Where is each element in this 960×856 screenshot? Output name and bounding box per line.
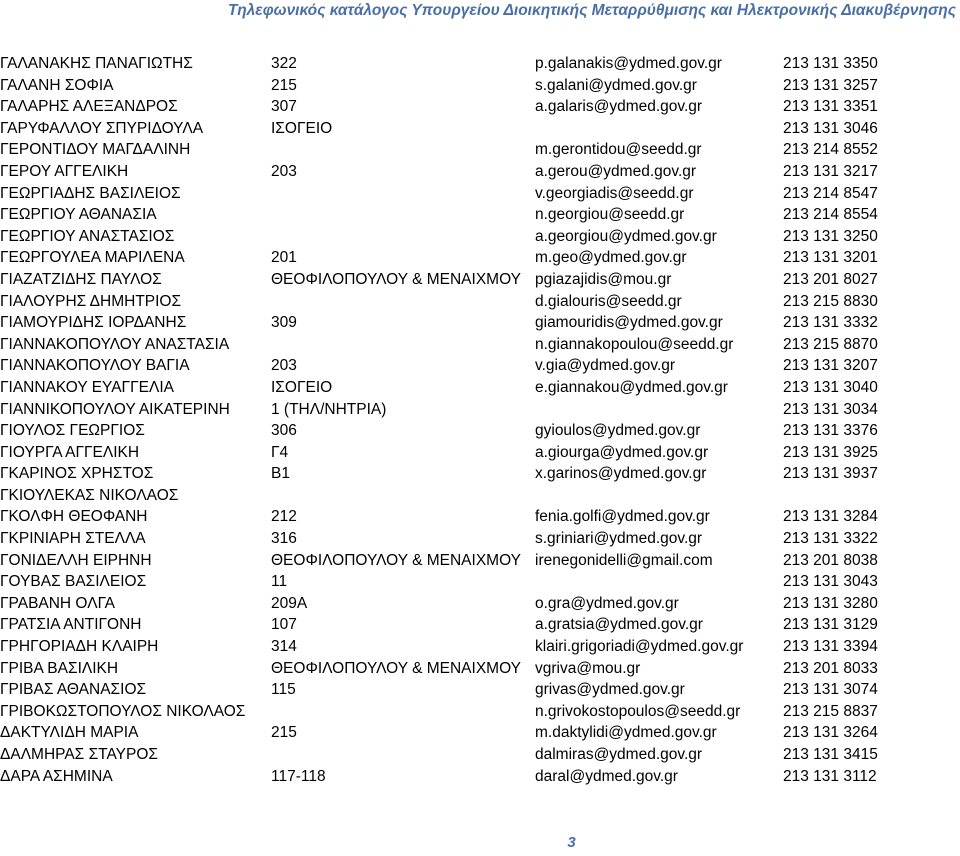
contact-email: gyioulos@ydmed.gov.gr <box>535 422 701 440</box>
table-row <box>0 269 960 291</box>
table-row <box>0 183 960 205</box>
table-row <box>0 593 960 615</box>
table-row <box>0 247 960 269</box>
contact-phone: 213 131 3394 <box>783 638 878 656</box>
contact-phone: 213 131 3250 <box>783 227 878 245</box>
directory-table-body <box>0 53 960 787</box>
contact-name: ΓΡΙΒΟΚΩΣΤΟΠΟΥΛΟΣ ΝΙΚΟΛΑΟΣ <box>0 702 246 720</box>
contact-room <box>271 226 535 248</box>
contact-room: ΘΕΟΦΙΛΟΠΟΥΛΟΥ & ΜΕΝΑΙΧΜΟΥ <box>271 659 521 677</box>
table-row <box>0 96 960 118</box>
table-row <box>0 701 960 723</box>
contact-email: s.galani@ydmed.gov.gr <box>535 76 697 94</box>
table-row <box>0 53 960 75</box>
table-row <box>0 658 960 680</box>
contact-room: 209Α <box>271 594 308 612</box>
contact-phone: 213 131 3129 <box>783 616 878 634</box>
contact-room: ΙΣΟΓΕΙΟ <box>271 378 333 396</box>
contact-room: 316 <box>271 530 297 548</box>
contact-email: m.daktylidi@ydmed.gov.gr <box>535 724 717 742</box>
contact-name: ΓΚΙΟΥΛΕΚΑΣ ΝΙΚΟΛΑΟΣ <box>0 486 179 504</box>
contact-phone: 213 131 3034 <box>783 400 878 418</box>
contact-name: ΓΕΡΟΝΤΙΔΟΥ ΜΑΓΔΑΛΙΝΗ <box>0 141 191 159</box>
contact-room: 117-118 <box>271 767 326 785</box>
contact-email: e.giannakou@ydmed.gov.gr <box>535 378 728 396</box>
contact-name: ΓΟΥΒΑΣ ΒΑΣΙΛΕΙΟΣ <box>0 573 147 591</box>
contact-phone: 213 214 8547 <box>783 184 878 202</box>
contact-phone: 213 131 3284 <box>783 508 878 526</box>
contact-email: n.georgiou@seedd.gr <box>535 206 685 224</box>
table-row <box>0 118 960 140</box>
contact-name: ΓΡΗΓΟΡΙΑΔΗ ΚΛΑΙΡΗ <box>0 638 159 656</box>
contact-email: giamouridis@ydmed.gov.gr <box>535 314 723 332</box>
contact-phone: 213 131 3217 <box>783 162 878 180</box>
contact-email: fenia.golfi@ydmed.gov.gr <box>535 508 710 526</box>
contact-room <box>271 291 535 313</box>
contact-phone: 213 215 8870 <box>783 335 878 353</box>
contact-email: pgiazajidis@mou.gr <box>535 270 672 288</box>
table-row <box>0 766 960 788</box>
contact-name: ΓΙΑΝΝΑΚΟΥ ΕΥΑΓΓΕΛΙΑ <box>0 378 174 396</box>
table-row <box>0 377 960 399</box>
table-row <box>0 161 960 183</box>
contact-room: 212 <box>271 508 297 526</box>
contact-email: dalmiras@ydmed.gov.gr <box>535 746 703 763</box>
contact-phone: 213 131 3332 <box>783 314 878 332</box>
contact-email: a.gratsia@ydmed.gov.gr <box>535 616 703 634</box>
table-row <box>0 355 960 377</box>
contact-room <box>271 701 535 723</box>
contact-email: irenegonidelli@gmail.com <box>535 551 713 569</box>
contact-room: 322 <box>271 55 297 72</box>
table-row <box>0 204 960 226</box>
contact-name: ΓΕΩΡΓΙΟΥ ΑΝΑΣΤΑΣΙΟΣ <box>0 227 175 245</box>
table-row <box>0 442 960 464</box>
table-row <box>0 636 960 658</box>
contact-phone: 213 131 3046 <box>783 119 878 137</box>
contact-phone: 213 215 8830 <box>783 292 878 310</box>
contact-phone: 213 131 3937 <box>783 465 878 483</box>
contact-room: 307 <box>271 98 297 116</box>
contact-name: ΓΡΑΒΑΝΗ ΟΛΓΑ <box>0 594 116 612</box>
table-row <box>0 399 960 421</box>
contact-room: 203 <box>271 162 297 180</box>
contact-phone: 213 131 3207 <box>783 357 878 375</box>
table-row <box>0 463 960 485</box>
contact-email: m.geo@ydmed.gov.gr <box>535 249 687 267</box>
contact-room: 115 <box>271 681 296 699</box>
table-row <box>0 420 960 442</box>
contact-phone: 213 201 8033 <box>783 659 878 677</box>
contact-room: Γ4 <box>271 443 289 461</box>
contact-phone: 213 214 8554 <box>783 206 878 224</box>
table-row <box>0 312 960 334</box>
contact-email: vgriva@mou.gr <box>535 659 641 677</box>
contact-room: ΙΣΟΓΕΙΟ <box>271 119 333 137</box>
contact-email <box>535 485 783 507</box>
contact-phone: 213 131 3043 <box>783 573 878 591</box>
table-row <box>0 528 960 550</box>
contact-room: ΘΕΟΦΙΛΟΠΟΥΛΟΥ & ΜΕΝΑΙΧΜΟΥ <box>271 270 521 288</box>
table-row <box>0 679 960 701</box>
contact-room: ΘΕΟΦΙΛΟΠΟΥΛΟΥ & ΜΕΝΑΙΧΜΟΥ <box>271 551 521 569</box>
contact-room <box>271 744 535 766</box>
contact-email: a.galaris@ydmed.gov.gr <box>535 98 703 116</box>
directory-table <box>0 53 960 787</box>
contact-phone: 213 214 8552 <box>783 141 878 159</box>
contact-email: d.gialouris@seedd.gr <box>535 292 682 310</box>
contact-room <box>271 485 535 507</box>
contact-room: 1 (ΤΗΛ/ΝΗΤΡΙΑ) <box>271 400 387 418</box>
contact-phone: 213 131 3264 <box>783 724 878 742</box>
contact-name: ΓΑΡΥΦΑΛΛΟΥ ΣΠΥΡΙΔΟΥΛΑ <box>0 119 204 137</box>
table-row <box>0 139 960 161</box>
contact-phone: 213 131 3322 <box>783 530 878 548</box>
table-row <box>0 614 960 636</box>
contact-phone: 213 131 3351 <box>783 98 878 116</box>
contact-name: ΓΑΛΑΝΑΚΗΣ ΠΑΝΑΓΙΩΤΗΣ <box>0 55 193 72</box>
contact-name: ΓΕΡΟΥ ΑΓΓΕΛΙΚΗ <box>0 162 129 180</box>
contact-email <box>535 571 783 593</box>
contact-name: ΓΑΛΑΡΗΣ ΑΛΕΞΑΝΔΡΟΣ <box>0 98 178 116</box>
contact-phone: 213 201 8027 <box>783 270 878 288</box>
contact-phone: 213 131 3112 <box>783 767 877 785</box>
contact-room: 203 <box>271 357 297 375</box>
contact-email: klairi.grigoriadi@ydmed.gov.gr <box>535 638 744 656</box>
contact-room: 309 <box>271 314 297 332</box>
table-row <box>0 334 960 356</box>
contact-phone: 213 131 3201 <box>783 249 878 267</box>
contact-name: ΔΑΛΜΗΡΑΣ ΣΤΑΥΡΟΣ <box>0 746 158 763</box>
table-row <box>0 75 960 97</box>
contact-email <box>535 399 783 421</box>
contact-name: ΓΙΑΜΟΥΡΙΔΗΣ ΙΟΡΔΑΝΗΣ <box>0 314 187 332</box>
contact-name: ΓΙΑΝΝΑΚΟΠΟΥΛΟΥ ΑΝΑΣΤΑΣΙΑ <box>0 335 230 353</box>
contact-name: ΓΑΛΑΝΗ ΣΟΦΙΑ <box>0 76 114 94</box>
contact-phone: 213 131 3925 <box>783 443 878 461</box>
contact-email: p.galanakis@ydmed.gov.gr <box>535 55 722 72</box>
contact-room: 215 <box>271 76 297 94</box>
document-title: Τηλεφωνικός κατάλογος Υπουργείου Διοικητικής Μεταρρύθμισης και Ηλεκτρονικής Διακυβέρνησης <box>228 2 956 19</box>
table-row <box>0 571 960 593</box>
contact-phone: 213 201 8038 <box>783 551 878 569</box>
contact-room: Β1 <box>271 465 290 483</box>
contact-phone: 213 131 3350 <box>783 55 878 72</box>
contact-email: a.giourga@ydmed.gov.gr <box>535 443 709 461</box>
table-row <box>0 550 960 572</box>
contact-email: a.georgiou@ydmed.gov.gr <box>535 227 717 245</box>
contact-room: 11 <box>271 573 288 591</box>
contact-room <box>271 204 535 226</box>
contact-room: 107 <box>271 616 297 634</box>
contact-name: ΓΙΑΖΑΤΖΙΔΗΣ ΠΑΥΛΟΣ <box>0 270 162 288</box>
contact-name: ΓΚΟΛΦΗ ΘΕΟΦΑΝΗ <box>0 508 148 526</box>
contact-name: ΓΚΡΙΝΙΑΡΗ ΣΤΕΛΛΑ <box>0 530 146 548</box>
contact-phone: 213 131 3074 <box>783 681 878 699</box>
contact-name: ΓΟΝΙΔΕΛΛΗ ΕΙΡΗΝΗ <box>0 551 152 569</box>
contact-name: ΔΑΡΑ ΑΣΗΜΙΝΑ <box>0 767 113 785</box>
contact-room <box>271 334 535 356</box>
contact-email: x.garinos@ydmed.gov.gr <box>535 465 707 483</box>
contact-email: m.gerontidou@seedd.gr <box>535 141 702 159</box>
contact-name: ΓΡΑΤΣΙΑ ΑΝΤΙΓΟΝΗ <box>0 616 142 634</box>
contact-name: ΓΡΙΒΑΣ ΑΘΑΝΑΣΙΟΣ <box>0 681 147 699</box>
contact-name: ΓΕΩΡΓΙΟΥ ΑΘΑΝΑΣΙΑ <box>0 206 157 224</box>
contact-name: ΔΑΚΤΥΛΙΔΗ ΜΑΡΙΑ <box>0 724 139 742</box>
contact-room <box>271 183 535 205</box>
contact-phone <box>783 485 960 507</box>
table-row <box>0 485 960 507</box>
contact-room <box>271 139 535 161</box>
contact-phone: 213 131 3040 <box>783 378 878 396</box>
contact-name: ΓΙΑΝΝΙΚΟΠΟΥΛΟΥ ΑΙΚΑΤΕΡΙΝΗ <box>0 400 230 418</box>
contact-name: ΓΙΟΥΡΓΑ ΑΓΓΕΛΙΚΗ <box>0 443 140 461</box>
contact-name: ΓΙΟΥΛΟΣ ΓΕΩΡΓΙΟΣ <box>0 422 145 440</box>
table-row <box>0 291 960 313</box>
contact-name: ΓΙΑΝΝΑΚΟΠΟΥΛΟΥ ΒΑΓΙΑ <box>0 357 190 375</box>
contact-email: o.gra@ydmed.gov.gr <box>535 594 679 612</box>
contact-name: ΓΙΑΛΟΥΡΗΣ ΔΗΜΗΤΡΙΟΣ <box>0 292 182 310</box>
contact-phone: 213 131 3257 <box>783 76 878 94</box>
contact-email: n.grivokostopoulos@seedd.gr <box>535 702 741 720</box>
table-row <box>0 506 960 528</box>
contact-phone: 213 215 8837 <box>783 702 878 720</box>
table-row <box>0 226 960 248</box>
contact-email <box>535 118 783 140</box>
contact-email: s.griniari@ydmed.gov.gr <box>535 530 703 548</box>
contact-email: daral@ydmed.gov.gr <box>535 767 678 785</box>
contact-room: 215 <box>271 724 297 742</box>
contact-name: ΓΚΑΡΙΝΟΣ ΧΡΗΣΤΟΣ <box>0 465 154 483</box>
page-number: 3 <box>567 834 576 851</box>
contact-room: 306 <box>271 422 297 440</box>
contact-room: 201 <box>271 249 297 267</box>
contact-name: ΓΡΙΒΑ ΒΑΣΙΛΙΚΗ <box>0 659 119 677</box>
contact-email: grivas@ydmed.gov.gr <box>535 681 685 699</box>
contact-email: v.georgiadis@seedd.gr <box>535 184 694 202</box>
table-row <box>0 744 960 766</box>
contact-name: ΓΕΩΡΓΟΥΛΕΑ ΜΑΡΙΛΕΝΑ <box>0 249 185 267</box>
contact-name: ΓΕΩΡΓΙΑΔΗΣ ΒΑΣΙΛΕΙΟΣ <box>0 184 181 202</box>
contact-room: 314 <box>271 638 297 656</box>
contact-phone: 213 131 3415 <box>783 746 878 763</box>
contact-phone: 213 131 3376 <box>783 422 878 440</box>
contact-phone: 213 131 3280 <box>783 594 878 612</box>
contact-email: n.giannakopoulou@seedd.gr <box>535 335 734 353</box>
contact-email: v.gia@ydmed.gov.gr <box>535 357 676 375</box>
contact-email: a.gerou@ydmed.gov.gr <box>535 162 697 180</box>
table-row <box>0 722 960 744</box>
